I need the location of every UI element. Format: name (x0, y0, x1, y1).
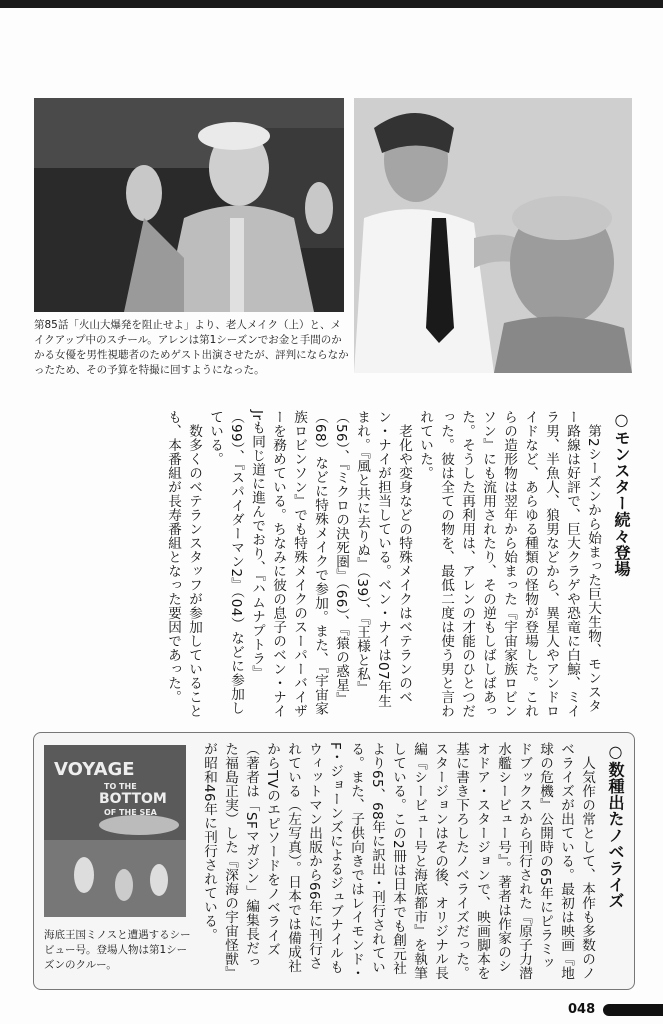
article-heading: ○モンスター続々登場 (612, 410, 631, 577)
article-paragraph: 老化や変身などの特殊メイクはベテランのベン・ナイが担当している。ベン・ナイは07年生まれ。『風と共に去りぬ』（39）、『王様と私』（56）、『ミクロの決死圏』（66）、『猿の惑星』（68）などに特殊メイクで参加。また、『宇宙家族ロビンソン』でも特殊メイクのスーパーバイザーを務めている。ちなみに彼の息子のベン・ナイJrも同じ道に進んでおり、『ハムナプトラ』（99）、『スパイダーマン2』（04）などに参加している。 (207, 410, 412, 718)
poster-title-line4: OF THE SEA (104, 808, 157, 817)
article-heading: ○数種出たノベライズ (606, 742, 625, 909)
photo-caption: 第85話「火山大爆発を阻止せよ」より、老人メイク（上）と、メイクアップ中のスチール。アレンは第1シーズンでお金と手間のかかる女優を男性視聴者のためゲスト出演させたが、評判にならなかったため、その予算を特撮に回すようになった。 (34, 319, 349, 376)
makeup-session-photo (354, 98, 632, 373)
page-number: 048 (568, 1002, 596, 1017)
poster-title-line3: BOTTOM (99, 791, 167, 807)
poster-title-line2: TO THE (104, 782, 137, 791)
page-tab-decoration (603, 1004, 663, 1016)
makeup-session-illustration (354, 98, 632, 373)
article-paragraph: 数多くのベテランスタッフが参加していることも、本番組が長寿番組となった要因であった。 (165, 410, 202, 718)
old-man-makeup-photo (34, 98, 344, 312)
poster-title-line1: VOYAGE (54, 759, 135, 780)
poster-illustration (44, 745, 186, 917)
monster-article (33, 410, 633, 720)
novelization-article (201, 742, 627, 982)
article-paragraph: 人気作の常として、本作も多数のノベライズが出ている。最初は映画『地球の危機』公開時の65年にピラミッドブックスから刊行された『原子力潜水艦シービュー号』。著者は作家のシオドア・スタージョンで、映画脚本を基に書き下ろしたノベライズだった。スタージョンはその後、オリジナル長編『シービュー号と海底都市』を執筆している。この2冊は日本でも創元社より65、68年に訳出・刊行されている。また、子供向きではレイモンド・F・ジョーンズによるジュブナイルもウィットマン出版から66年に刊行されている（左写真）。日本では備成社からTVのエピソードをノベライズ（著者は「SFマガジン」編集長だった福島正実）した『深海の宇宙怪獣』が昭和46年に刊行されている。 (201, 742, 595, 980)
old-man-photo-illustration (34, 98, 344, 312)
poster-caption: 海底王国ミノスと遭遇するシービュー号。登場人物は第1シーズンのクルー。 (44, 929, 191, 971)
top-bar (0, 0, 663, 8)
article-paragraph: 第2シーズンから始まった巨大生物、モンスター路線は好評で、巨大クラゲや恐竜に白鯨、ミイラ男、半魚人、狼男などから、異星人やアンドロイドなど、あらゆる種類の怪物が登場した。これらの造形物は翌年から始まった『宇宙家族ロビンソン』にも流用されたり、その逆もしばしばあった。そうした再利用は、アレンの才能のひとつだった。彼は全ての物を、最低二度は使う男と言われていた。 (417, 410, 601, 718)
voyage-poster-image (44, 745, 186, 917)
